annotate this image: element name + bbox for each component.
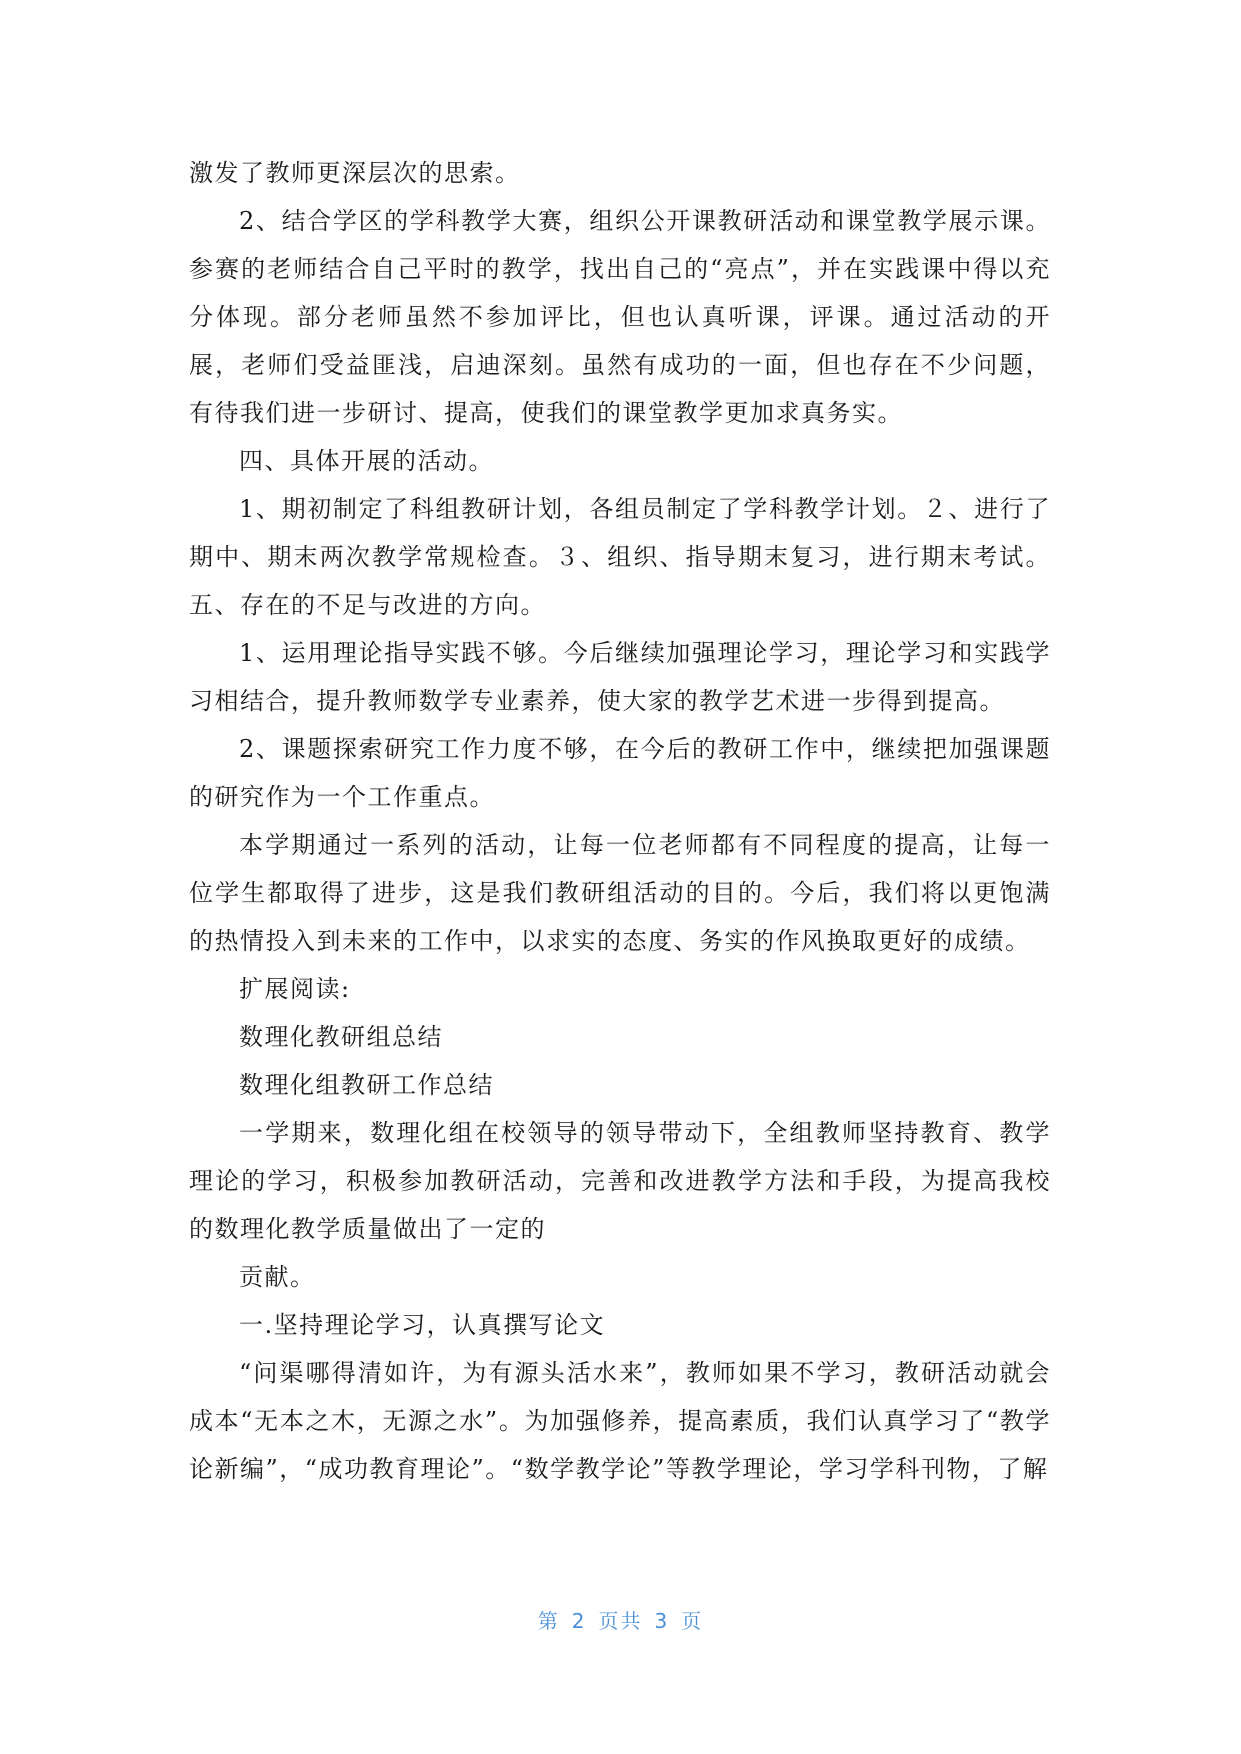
- paragraph-conclusion: 本学期通过一系列的活动，让每一位老师都有不同程度的提高，让每一位学生都取得了进步，这是我们教研组活动的目的。今后，我们将以更饱满的热情投入到未来的工作中，以求实的态度、务实的作风换取更好的成绩。: [189, 831, 1051, 955]
- footer-total-pages: 3: [654, 1609, 670, 1633]
- section-heading-4: 四、具体开展的活动。: [239, 447, 494, 475]
- paragraph-activities: 1、期初制定了科组教研计划，各组员制定了学科教学计划。２、进行了期中、期末两次教学常规检查。３、组织、指导期末复习，进行期末考试。五、存在的不足与改进的方向。: [189, 495, 1051, 619]
- document-body: [189, 149, 1051, 1493]
- paragraph-2: 2、结合学区的学科教学大赛，组织公开课教研活动和课堂教学展示课。参赛的老师结合自己平时的教学，找出自己的“亮点”，并在实践课中得以充分体现。部分老师虽然不参加评比，但也认真听课，评课。通过活动的开展，老师们受益匪浅，启迪深刻。虽然有成功的一面，但也存在不少问题，有待我们进一步研讨、提高，使我们的课堂教学更加求真务实。: [189, 207, 1051, 427]
- subtitle-work-summary: 数理化组教研工作总结: [239, 1071, 494, 1099]
- paragraph-shortcoming-1: 1、运用理论指导实践不够。今后继续加强理论学习，理论学习和实践学习相结合，提升教师数学专业素养，使大家的教学艺术进一步得到提高。: [189, 639, 1051, 715]
- paragraph-contribution: 贡献。: [239, 1263, 316, 1291]
- footer-suffix: 页: [681, 1609, 704, 1633]
- paragraph-1: 激发了教师更深层次的思索。: [189, 159, 521, 187]
- footer-prefix: 第: [537, 1609, 560, 1633]
- paragraph-shortcoming-2: 2、课题探索研究工作力度不够，在今后的教研工作中，继续把加强课题的研究作为一个工作重点。: [189, 735, 1051, 811]
- paragraph-theory: “问渠哪得清如许，为有源头活水来”，教师如果不学习，教研活动就会成本“无本之木，无源之水”。为加强修养，提高素质，我们认真学习了“教学论新编”，“成功教育理论”。“数学教学论”等教学理论，学习学科刊物，了解: [189, 1359, 1051, 1483]
- extended-reading-label: 扩展阅读:: [239, 975, 351, 1003]
- footer-middle: 页共: [598, 1609, 643, 1633]
- paragraph-intro: 一学期来，数理化组在校领导的领导带动下，全组教师坚持教育、教学理论的学习，积极参加教研活动，完善和改进教学方法和手段，为提高我校的数理化教学质量做出了一定的: [189, 1119, 1051, 1243]
- footer-current-page: 2: [571, 1609, 587, 1633]
- subtitle-summary: 数理化教研组总结: [239, 1023, 443, 1051]
- section-heading-1: 一.坚持理论学习，认真撰写论文: [239, 1311, 606, 1339]
- page-footer: [0, 1605, 1241, 1634]
